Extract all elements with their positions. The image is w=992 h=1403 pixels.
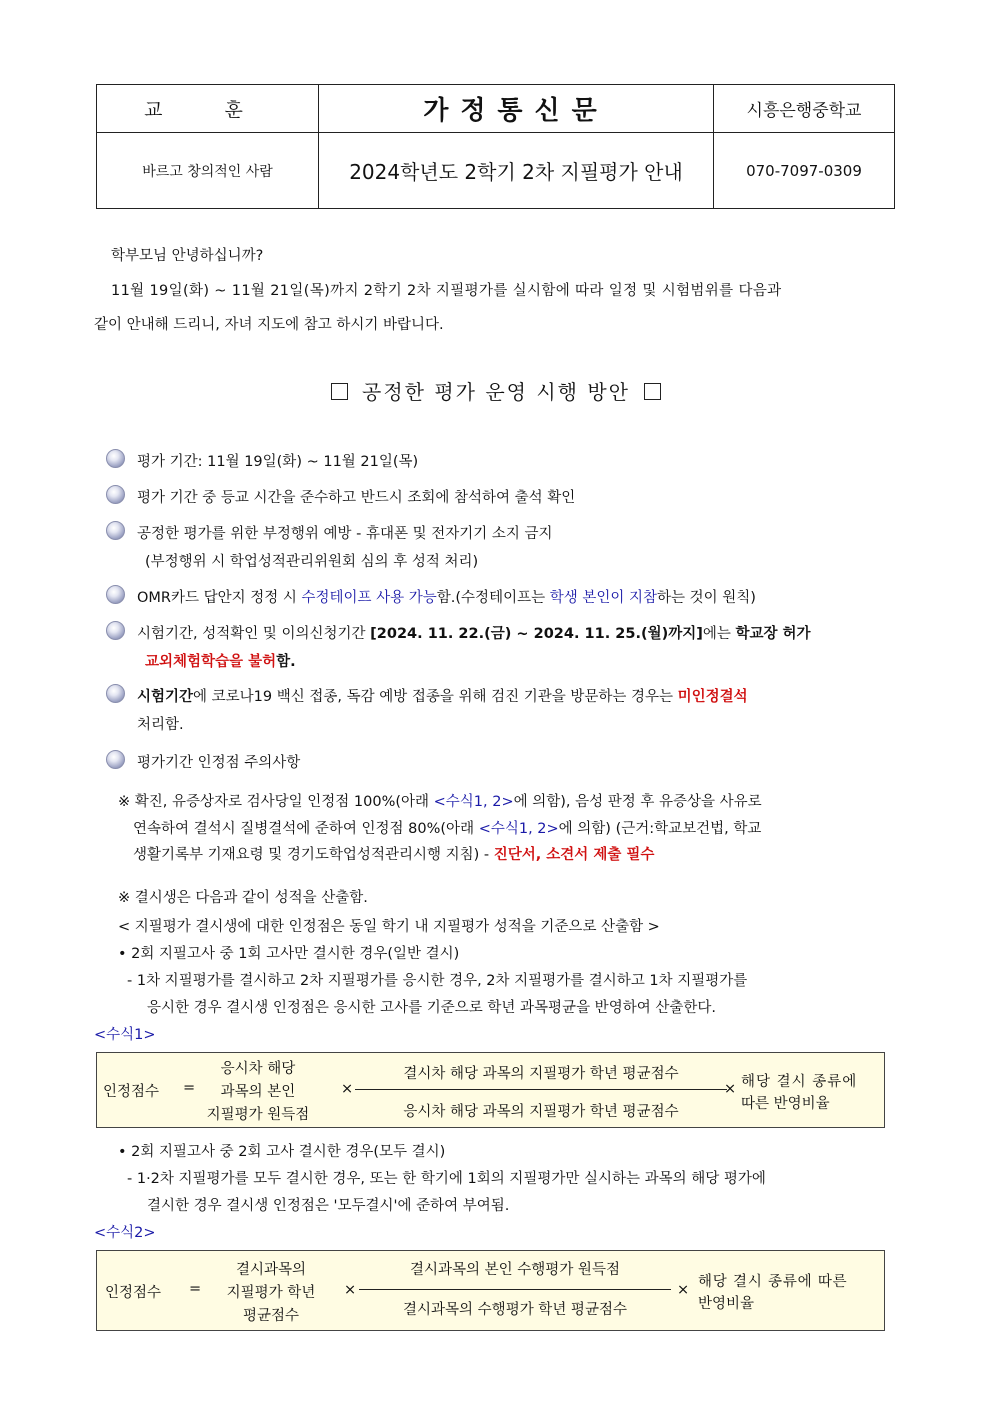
formula1-rhs-line1: 해당 결시 종류에 <box>741 1074 858 1090</box>
note-double-absence: • 2회 지필고사 중 2회 고사 결시한 경우(모두 결시) <box>118 1144 446 1160</box>
phone-number: 070-7097-0309 <box>746 161 862 180</box>
school-cell <box>714 85 895 133</box>
formula1-term1-line2: 과목의 본인 <box>220 1084 296 1100</box>
bullet-icon <box>106 585 125 604</box>
formula1-rhs-line2: 따른 반영비율 <box>741 1096 830 1112</box>
formula2-term1-line3: 평균점수 <box>242 1308 300 1324</box>
note-single-absence: • 2회 지필고사 중 1회 고사만 결시한 경우(일반 결시) <box>118 946 460 962</box>
formula2-denominator: 결시과목의 수행평가 학년 평균점수 <box>403 1302 627 1318</box>
item-vaccination: 시험기간에 코로나19 백신 접종, 독감 예방 접종을 위해 검진 기관을 방문하는 경우는 미인정결석 <box>137 689 748 705</box>
formula2-term1-line1: 결시과목의 <box>235 1262 307 1278</box>
page-title: 가정통신문 <box>423 96 609 126</box>
formula1-denominator: 응시차 해당 과목의 지필평가 학년 평균점수 <box>403 1104 679 1120</box>
formula2-times2: × <box>677 1282 690 1298</box>
formula1-times: × <box>341 1081 354 1097</box>
item-attendance: 평가 기간 중 등교 시간을 준수하고 반드시 조회에 참석하여 출석 확인 <box>137 490 576 506</box>
bullet-icon <box>106 621 125 640</box>
item-cheating-prevention: 공정한 평가를 위한 부정행위 예방 - 휴대폰 및 전자기기 소지 금지 <box>137 526 553 542</box>
bullet-icon <box>106 684 125 703</box>
subtitle-cell <box>319 133 714 209</box>
title-cell <box>319 85 714 133</box>
item-omr-correction: OMR카드 답안지 정정 시 수정테이프 사용 가능함.(수정테이프는 학생 본인이 지참하는 것이 원칙) <box>137 590 756 606</box>
item-exam-period-cont: 교외체험학습을 불허함. <box>145 654 296 670</box>
formula2-lhs: 인정점수 <box>105 1285 162 1301</box>
formula1-label: <수식1> <box>94 1027 156 1043</box>
formula1-times2: × <box>724 1081 737 1097</box>
motto-label: 교 훈 <box>144 99 271 121</box>
motto: 바르고 창의적인 사람 <box>142 163 273 180</box>
phone-cell <box>714 133 895 209</box>
item-evaluation-period: 평가 기간: 11월 19일(화) ~ 11월 21일(목) <box>137 454 419 470</box>
motto-cell <box>97 133 319 209</box>
note-confirmed-line2: 연속하여 결석시 질병결석에 준하여 인정점 80%(아래 <수식1, 2>에 의함) (근거:학교보건법, 학교 <box>133 821 762 837</box>
formula1-fraction-bar <box>355 1089 727 1090</box>
item-vaccination-cont: 처리함. <box>137 717 184 733</box>
formula2-numerator: 결시과목의 본인 수행평가 원득점 <box>410 1262 620 1278</box>
formula2-fraction-bar <box>359 1289 671 1290</box>
formula1-term1-line3: 지필평가 원득점 <box>206 1107 310 1123</box>
motto-label-cell <box>97 85 319 133</box>
item-cheating-note: (부정행위 시 학업성적관리위원회 심의 후 성적 처리) <box>145 554 479 570</box>
intro-line-2: 같이 안내해 드리니, 자녀 지도에 참고 하시기 바랍니다. <box>94 317 444 333</box>
section-heading: 공정한 평가 운영 시행 방안 <box>0 376 992 405</box>
subtitle: 2024학년도 2학기 2차 지필평가 안내 <box>349 160 683 184</box>
bullet-icon <box>106 485 125 504</box>
square-icon <box>331 383 348 400</box>
note-single-absence-desc2: 응시한 경우 결시생 인정점은 응시한 고사를 기준으로 학년 과목평균을 반영하여 산출한다. <box>147 1000 716 1016</box>
note-double-absence-desc1: - 1·2차 지필평가를 모두 결시한 경우, 또는 한 학기에 1회의 지필평가만 실시하는 과목의 해당 평가에 <box>127 1171 766 1187</box>
note-confirmed-line1: ※ 확진, 유증상자로 검사당일 인정점 100%(아래 <수식1, 2>에 의함), 음성 판정 후 유증상을 사유로 <box>118 794 762 810</box>
formula1-lhs: 인정점수 <box>103 1084 160 1100</box>
formula2-term1-line2: 지필평가 학년 <box>226 1285 316 1301</box>
formula2-times: × <box>344 1282 357 1298</box>
school-name: 시흥은행중학교 <box>746 101 862 121</box>
header-table <box>96 84 895 209</box>
bullet-icon <box>106 750 125 769</box>
formula2-box <box>96 1250 885 1331</box>
note-single-absence-desc1: - 1차 지필평가를 결시하고 2차 지필평가를 응시한 경우, 2차 지필평가를 결시하고 1차 지필평가를 <box>127 973 748 989</box>
formula1-box <box>96 1052 885 1128</box>
intro-line-1: 11월 19일(화) ~ 11월 21일(목)까지 2학기 2차 지필평가를 실시함에 따라 일정 및 시험범위를 다음과 <box>111 283 782 299</box>
note-confirmed-line3: 생활기록부 기재요령 및 경기도학업성적관리시행 지침) - 진단서, 소견서 제출 필수 <box>133 847 655 863</box>
item-recognition-notes: 평가기간 인정점 주의사항 <box>137 755 301 771</box>
note-double-absence-desc2: 결시한 경우 결시생 인정점은 '모두결시'에 준하여 부여됨. <box>147 1198 510 1214</box>
formula2-rhs-line1: 해당 결시 종류에 따른 <box>698 1274 848 1290</box>
formula2-equals: = <box>189 1281 202 1297</box>
note-absence-basis: < 지필평가 결시생에 대한 인정점은 동일 학기 내 지필평가 성적을 기준으로 산출함 > <box>118 919 660 935</box>
formula1-equals: = <box>183 1080 196 1096</box>
formula2-label: <수식2> <box>94 1225 156 1241</box>
greeting: 학부모님 안녕하십니까? <box>111 248 264 264</box>
bullet-icon <box>106 449 125 468</box>
formula1-numerator: 결시차 해당 과목의 지필평가 학년 평균점수 <box>403 1066 679 1082</box>
bullet-icon <box>106 521 125 540</box>
formula1-term1-line1: 응시차 해당 <box>220 1061 296 1077</box>
formula2-rhs-line2: 반영비율 <box>698 1296 755 1312</box>
note-absence-calc: ※ 결시생은 다음과 같이 성적을 산출함. <box>118 890 368 906</box>
item-exam-period: 시험기간, 성적확인 및 이의신청기간 [2024. 11. 22.(금) ~ 2024. 11. 25.(월)까지]에는 학교장 허가 <box>137 626 811 642</box>
square-icon <box>644 383 661 400</box>
